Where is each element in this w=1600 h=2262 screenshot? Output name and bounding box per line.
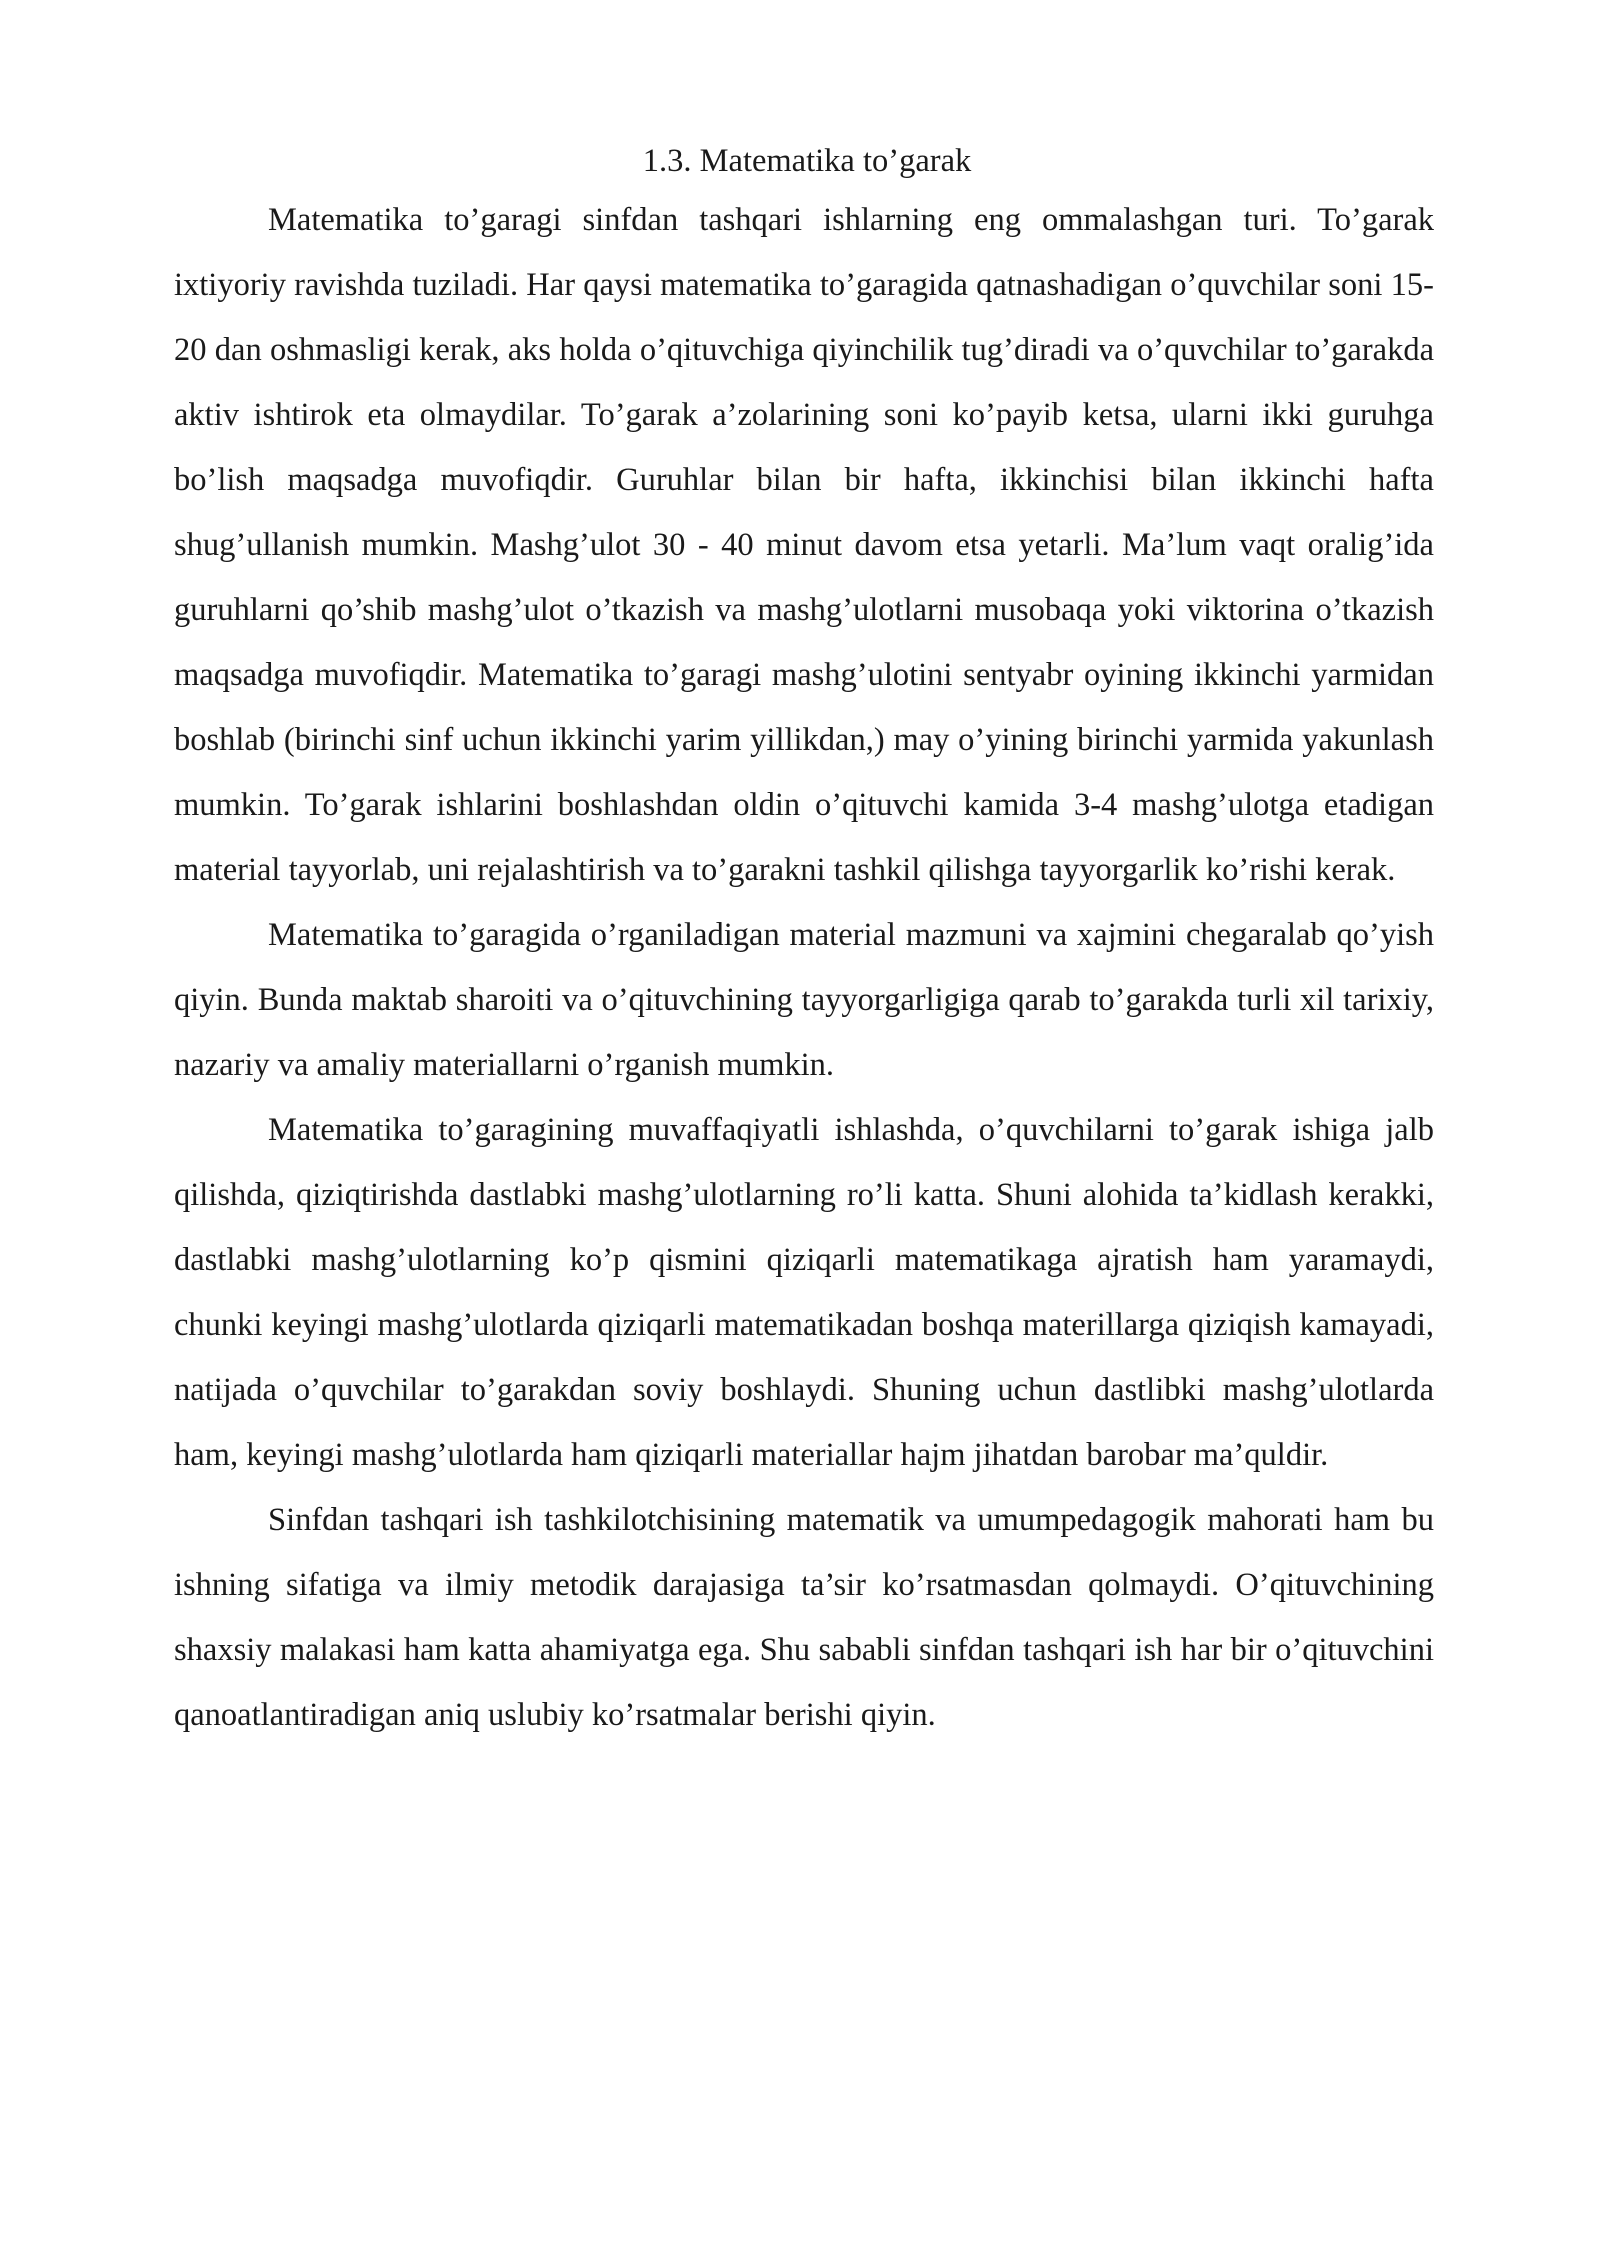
section-heading: 1.3. Matematika to’garak	[642, 143, 972, 179]
paragraph-1: Matematika to’garagi sinfdan tashqari ishlarning eng ommalashgan turi. To’garak ixtiyoriy ravishda tuziladi. Har qaysi matematika to’garagida qatnashadigan o’quvchilar soni 15-20 dan oshmasligi kerak, aks holda o’qituvchiga qiyinchilik tug’diradi va o’quvchilar to’garakda aktiv ishtirok eta olmaydilar. To’garak a’zolarining soni ko’payib ketsa, ularni ikki guruhga bo’lish maqsadga muvofiqdir. Guruhlar bilan bir hafta, ikkinchisi bilan ikkinchi hafta shug’ullanish mumkin. Mashg’ulot 30 - 40 minut davom etsa yetarli. Ma’lum vaqt oralig’ida guruhlarni qo’shib mashg’ulot o’tkazish va mashg’ulotlarni musobaqa yoki viktorina o’tkazish maqsadga muvofiqdir. Matematika to’garagi mashg’ulotini sentyabr oyining ikkinchi yarmidan boshlab (birinchi sinf uchun ikkinchi yarim yillikdan,) may o’yining birinchi yarmida yakunlash mumkin. To’garak ishlarini boshlashdan oldin o’qituvchi kamida 3-4 mashg’ulotga etadigan material tayyorlab, uni rejalashtirish va to’garakni tashkil qilishga tayyorgarlik ko’rishi kerak.	[174, 202, 1434, 888]
paragraph-2: Matematika to’garagida o’rganiladigan material mazmuni va xajmini chegaralab qo’yish qiyin. Bunda maktab sharoiti va o’qituvchining tayyorgarligiga qarab to’garakda turli xil tarixiy, nazariy va amaliy materiallarni o’rganish mumkin.	[174, 917, 1434, 1083]
paragraph-4: Sinfdan tashqari ish tashkilotchisining matematik va umumpedagogik mahorati ham bu ishning sifatiga va ilmiy metodik darajasiga ta’sir ko’rsatmasdan qolmaydi. O’qituvchining shaxsiy malakasi ham katta ahamiyatga ega. Shu sababli sinfdan tashqari ish har bir o’qituvchini qanoatlantiradigan aniq uslubiy ko’rsatmalar berishi qiyin.	[174, 1502, 1434, 1733]
paragraph-3: Matematika to’garagining muvaffaqiyatli ishlashda, o’quvchilarni to’garak ishiga jalb qilishda, qiziqtirishda dastlabki mashg’ulotlarning ro’li katta. Shuni alohida ta’kidlash kerakki, dastlabki mashg’ulotlarning ko’p qismini qiziqarli matematikaga ajratish ham yaramaydi, chunki keyingi mashg’ulotlarda qiziqarli matematikadan boshqa materillarga qiziqish kamayadi, natijada o’quvchilar to’garakdan soviy boshlaydi. Shuning uchun dastlibki mashg’ulotlarda ham, keyingi mashg’ulotlarda ham qiziqarli materiallar hajm jihatdan barobar ma’quldir.	[174, 1112, 1434, 1473]
document-page	[174, 134, 1434, 1748]
